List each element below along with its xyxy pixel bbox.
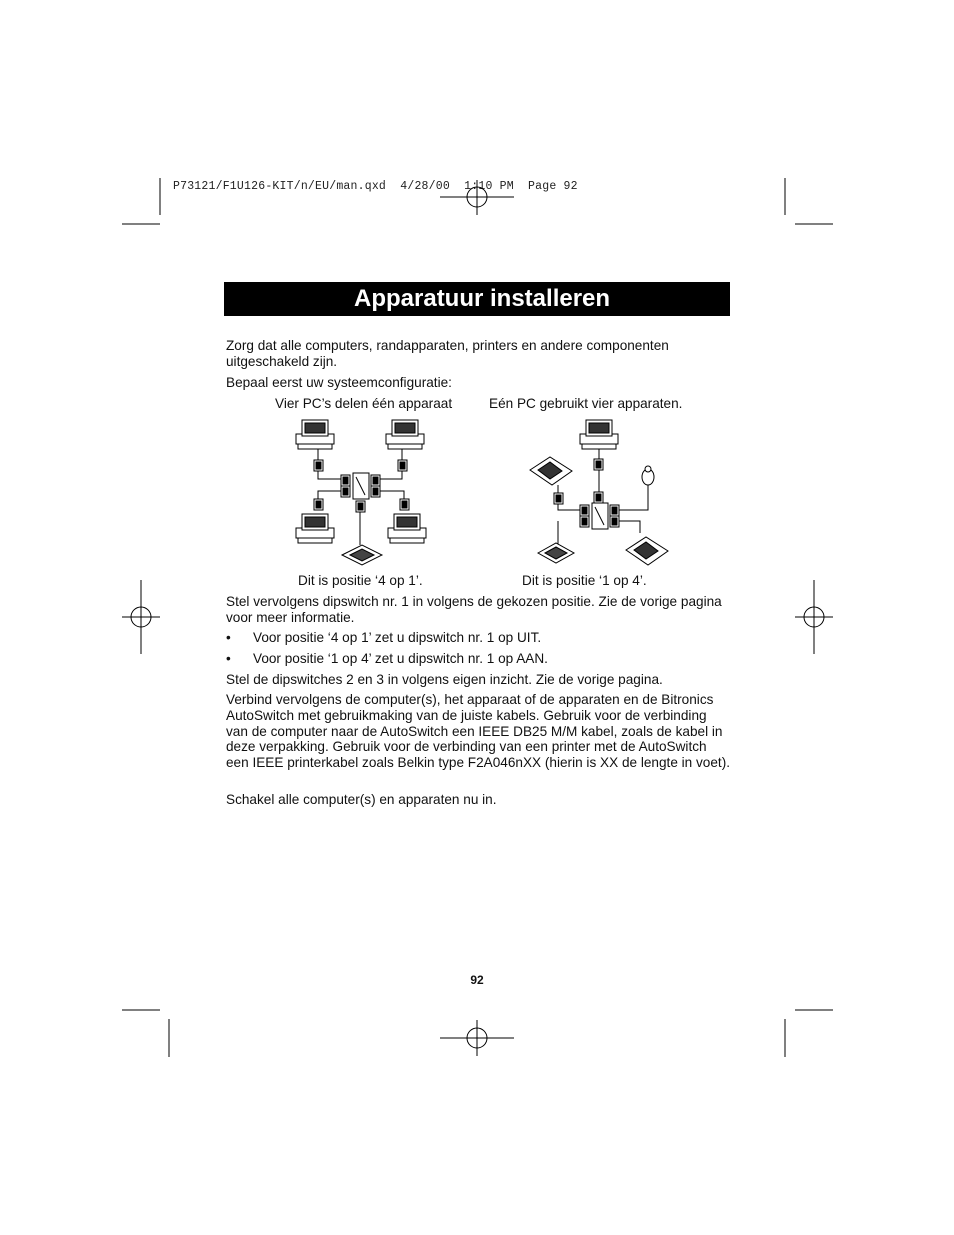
bullet-text: Voor positie ‘4 op 1’ zet u dipswitch nr. 1 op UIT. xyxy=(253,630,542,645)
dipswitch-intro: Stel vervolgens dipswitch nr. 1 in volgens de gekozen positie. Zie de vorige pagina voor meer informatie. xyxy=(226,594,722,625)
pc-icon xyxy=(296,420,334,449)
connect-paragraph: Verbind vervolgens de computer(s), het apparaat of de apparaten en de Bitronics AutoSwitch met gebruikmaking van de juiste kabels. Gebruik voor de verbinding van de computer naar de AutoSwitch een IEEE DB25 M/M kabel, zoals de kabel in deze verpakking. Gebruik voor de verbinding van een printer met de AutoSwitch een IEEE printerkabel zoals Belkin type F2A046nXX (hierin is XX de lengte in voet). xyxy=(226,692,731,771)
dipswitch-23-paragraph: Stel de dipswitches 2 en 3 in volgens eigen inzicht. Zie de vorige pagina. xyxy=(226,672,663,687)
printer-icon xyxy=(626,537,668,565)
page-title-bar xyxy=(224,282,730,316)
print-slug: P73121/F1U126-KIT/n/EU/man.qxd 4/28/00 1:10 PM Page 92 xyxy=(173,180,578,193)
diagram-left-heading: Vier PC’s delen één apparaat xyxy=(275,396,453,411)
pc-icon xyxy=(388,514,426,543)
pc-icon xyxy=(296,514,334,543)
bullet-symbol: • xyxy=(226,651,231,666)
page-number: 92 xyxy=(470,973,484,987)
diagram-left-caption: Dit is positie ‘4 op 1’. xyxy=(298,573,423,588)
diagram-right-heading: Eén PC gebruikt vier apparaten. xyxy=(489,396,683,411)
pc-icon xyxy=(386,420,424,449)
bullet-symbol: • xyxy=(226,630,231,645)
registration-mark-left xyxy=(122,580,160,654)
diagram-one-to-four xyxy=(528,415,673,570)
intro-paragraph: Zorg dat alle computers, randapparaten, printers en andere componenten uitgeschakeld zijn. xyxy=(226,338,669,369)
pc-icon xyxy=(580,420,618,449)
config-heading: Bepaal eerst uw systeemconfiguratie: xyxy=(226,375,452,390)
power-on-paragraph: Schakel alle computer(s) en apparaten nu in. xyxy=(226,792,497,807)
registration-mark-right xyxy=(795,580,833,654)
joystick-icon xyxy=(642,466,654,485)
bullet-text: Voor positie ‘1 op 4’ zet u dipswitch nr. 1 op AAN. xyxy=(253,651,548,666)
registration-mark-bottom xyxy=(440,1020,514,1056)
diagram-four-to-one xyxy=(290,415,435,570)
page-title: Apparatuur installeren xyxy=(354,285,611,312)
printer-icon xyxy=(530,457,572,485)
diagram-right-caption: Dit is positie ‘1 op 4’. xyxy=(522,573,647,588)
